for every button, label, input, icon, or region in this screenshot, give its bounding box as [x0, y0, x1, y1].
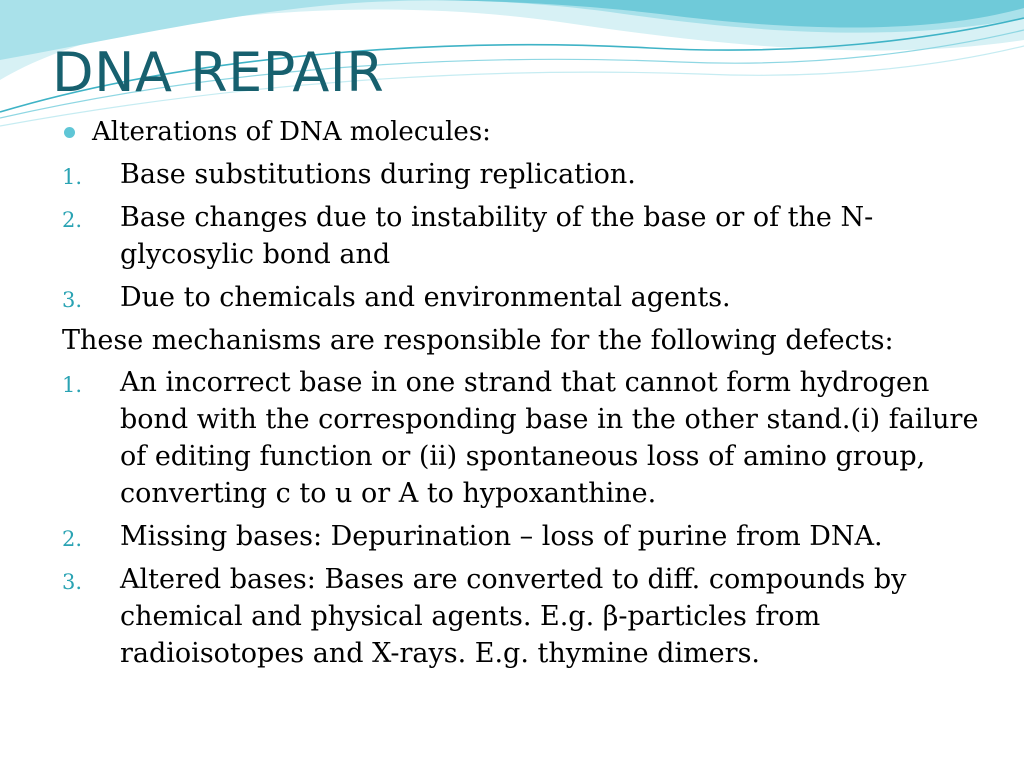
bullet-text: Alterations of DNA molecules: — [92, 117, 491, 147]
mechanisms-paragraph: These mechanisms are responsible for the following defects: — [62, 325, 894, 356]
list-item — [62, 156, 982, 193]
slide-title: DNA REPAIR — [52, 41, 385, 104]
list-number: 1. — [62, 165, 83, 189]
defects-list — [62, 364, 982, 672]
list-item-text: Due to chemicals and environmental agents. — [120, 282, 731, 313]
list-item — [62, 279, 982, 316]
alterations-list — [62, 156, 982, 316]
list-item-text: An incorrect base in one strand that cannot form hydrogen bond with the corresponding base in the other stand.(i) failure of editing function or (ii) spontaneous loss of amino group, converting c to u or A to hypoxanthine. — [120, 367, 979, 509]
list-number: 1. — [62, 373, 83, 397]
list-item — [62, 518, 982, 555]
list-number: 2. — [62, 208, 83, 232]
list-number: 3. — [62, 570, 83, 594]
list-number: 3. — [62, 288, 83, 312]
slide-content — [62, 114, 982, 678]
list-number: 2. — [62, 527, 83, 551]
list-item — [62, 364, 982, 512]
list-item — [62, 199, 982, 273]
list-item-text: Altered bases: Bases are converted to diff. compounds by chemical and physical agents. E.g. β-particles from radioisotopes and X-rays. E.g. thymine dimers. — [120, 564, 907, 669]
list-item-text: Missing bases: Depurination – loss of purine from DNA. — [120, 521, 883, 552]
list-item — [62, 561, 982, 672]
bullet-item — [62, 114, 982, 150]
list-item-text: Base changes due to instability of the base or of the N-glycosylic bond and — [120, 202, 874, 270]
list-item-text: Base substitutions during replication. — [120, 159, 636, 190]
bullet-dot-icon — [64, 127, 75, 138]
